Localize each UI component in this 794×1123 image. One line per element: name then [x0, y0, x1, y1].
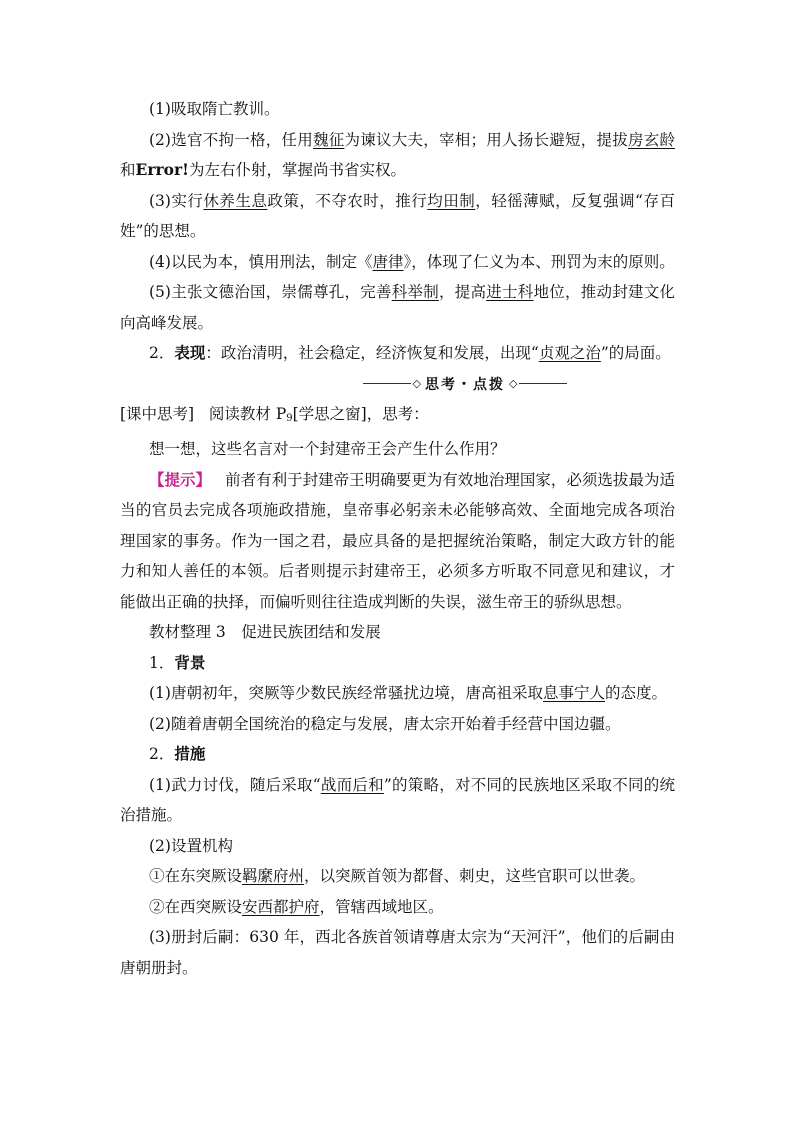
paragraph-measure-4: (4)以民为本，慎用刑法，制定《唐律》，体现了仁义为本、刑罚为末的原则。	[149, 252, 675, 271]
answer-blank: 均田制	[427, 191, 476, 210]
answer-blank: 贞观之治	[538, 344, 601, 362]
document-content	[120, 94, 675, 983]
paragraph-west-turk: ②在西突厥设安西都护府，管辖西域地区。	[149, 897, 444, 916]
answer-blank: 房玄龄	[627, 130, 675, 149]
answer-blank: 战而后和	[320, 775, 384, 794]
paragraph-east-turk: ①在东突厥设羁縻府州，以突厥首领为都督、刺史，这些官职可以世袭。	[149, 867, 646, 885]
hint-paragraph: 【提示】 前者有利于封建帝王明确要更为有效地治理国家，必须选拔最为适当的官员去完成各项施政措施，皇帝事必躬亲未必能够高效、全面地完成各项治理国家的事务。作为一国之君，最应具备的是把握统治策略，制定大政方针的能力和知人善任的本领。后者则提示封建帝王，必须多方听取不同意见和建议，才能做出正确的抉择，而偏听则往往造成判断的失误，滋生帝王的骄纵思想。	[120, 469, 675, 611]
answer-blank: 科举制	[391, 283, 439, 301]
paragraph-performance: 2．表现：政治清明，社会稳定，经济恢复和发展，出现“贞观之治”的局面。	[149, 343, 671, 362]
paragraph-measure-2: (2)选官不拘一格，任用魏征为谏议大夫，宰相；用人扬长避短，提拔房玄龄和Error!为左右仆射，掌握尚书省实权。	[120, 130, 675, 179]
paragraph-background-1: (1)唐朝初年，突厥等少数民族经常骚扰边境，唐高祖采取息事宁人的态度。	[149, 684, 667, 702]
heading-label: 措施	[174, 744, 206, 763]
answer-blank: 进士科	[486, 283, 534, 301]
paragraph-measure-1: (1)吸取隋亡教训。	[149, 100, 280, 118]
think-label: [课中思考]	[120, 404, 195, 423]
heading-label: 背景	[174, 652, 206, 672]
answer-blank: 魏征	[312, 130, 345, 149]
answer-blank: 安西都护府	[242, 897, 320, 916]
paragraph-background-2: (2)随着唐朝全国统治的稳定与发展，唐太宗开始着手经营中国边疆。	[149, 714, 621, 733]
answer-blank: 息事宁人	[542, 684, 605, 702]
divider-title: 思考・点拨	[425, 376, 505, 393]
answer-blank: 唐律	[372, 252, 404, 271]
diamond-icon: ◇	[412, 377, 421, 390]
divider-line	[363, 383, 411, 384]
paragraph-measure-5: (5)主张文德治国，崇儒尊孔，完善科举制，提高进士科地位，推动封建文化向高峰发展。	[120, 283, 675, 332]
error-text: Error!	[135, 160, 189, 179]
heading-background: 1．背景	[149, 652, 206, 672]
think-question: 想一想，这些名言对一个封建帝王会产生什么作用？	[149, 440, 506, 458]
paragraph-measure-3: (3)实行休养生息政策，不夺农时，推行均田制，轻徭薄赋，反复强调“存百姓”的思想。	[120, 191, 675, 240]
paragraph-enfeoff: (3)册封后嗣：630 年，西北各族首领请尊唐太宗为“天河汗”，他们的后嗣由唐朝册封。	[120, 928, 675, 977]
divider-line	[519, 383, 567, 384]
hint-label: 【提示】	[149, 469, 212, 489]
paragraph-institutions: (2)设置机构	[149, 836, 233, 855]
heading-label: 表现	[174, 343, 206, 362]
section-title: 教材整理 3 促进民族团结和发展	[149, 623, 381, 641]
paragraph-measure-war: (1)武力讨伐，随后采取“战而后和”的策略，对不同的民族地区采取不同的统治措施。	[120, 775, 675, 824]
think-prompt: [课中思考] 阅读教材 $P_9$[学思之窗]，思考：	[120, 404, 429, 424]
answer-blank: 休养生息	[203, 191, 268, 210]
diamond-icon: ◇	[509, 377, 518, 390]
section-divider	[120, 369, 675, 399]
heading-measures: 2．措施	[149, 744, 206, 763]
answer-blank: 羁縻府州	[242, 867, 305, 885]
